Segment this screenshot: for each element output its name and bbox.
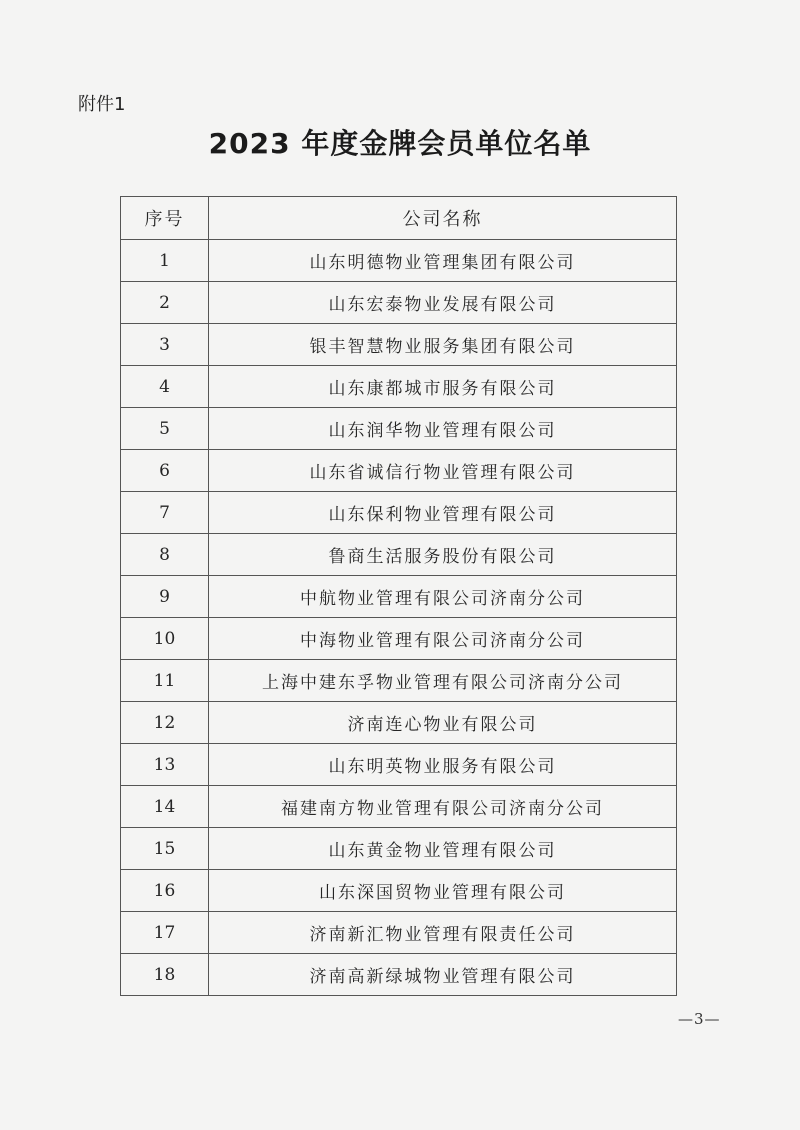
row-company-name: 济南连心物业有限公司 [209, 702, 677, 744]
column-header-seq: 序号 [121, 197, 209, 240]
row-company-name: 山东深国贸物业管理有限公司 [209, 870, 677, 912]
row-company-name: 鲁商生活服务股份有限公司 [209, 534, 677, 576]
row-company-name: 福建南方物业管理有限公司济南分公司 [209, 786, 677, 828]
table-row [121, 534, 677, 576]
table-row [121, 828, 677, 870]
table-row [121, 450, 677, 492]
table-row [121, 282, 677, 324]
row-company-name: 银丰智慧物业服务集团有限公司 [209, 324, 677, 366]
row-seq: 9 [121, 576, 209, 618]
row-seq: 11 [121, 660, 209, 702]
row-company-name: 山东保利物业管理有限公司 [209, 492, 677, 534]
column-header-company: 公司名称 [209, 197, 677, 240]
table-row [121, 954, 677, 996]
row-seq: 10 [121, 618, 209, 660]
row-seq: 8 [121, 534, 209, 576]
table-row [121, 870, 677, 912]
table-row [121, 240, 677, 282]
row-company-name: 山东明德物业管理集团有限公司 [209, 240, 677, 282]
row-seq: 15 [121, 828, 209, 870]
table-row [121, 786, 677, 828]
table-row [121, 492, 677, 534]
row-company-name: 上海中建东孚物业管理有限公司济南分公司 [209, 660, 677, 702]
table-row [121, 576, 677, 618]
page-number: —3— [678, 1010, 721, 1028]
page-title: 2023 年度金牌会员单位名单 [208, 127, 592, 160]
row-company-name: 济南高新绿城物业管理有限公司 [209, 954, 677, 996]
row-company-name: 山东宏泰物业发展有限公司 [209, 282, 677, 324]
table-row [121, 744, 677, 786]
row-company-name: 山东黄金物业管理有限公司 [209, 828, 677, 870]
row-seq: 4 [121, 366, 209, 408]
row-seq: 2 [121, 282, 209, 324]
member-table [120, 196, 677, 996]
table-header-row [121, 197, 677, 240]
table-row [121, 366, 677, 408]
row-company-name: 山东康都城市服务有限公司 [209, 366, 677, 408]
row-seq: 13 [121, 744, 209, 786]
table-row [121, 912, 677, 954]
row-seq: 17 [121, 912, 209, 954]
row-company-name: 山东润华物业管理有限公司 [209, 408, 677, 450]
table-row [121, 618, 677, 660]
row-seq: 7 [121, 492, 209, 534]
row-seq: 18 [121, 954, 209, 996]
row-company-name: 济南新汇物业管理有限责任公司 [209, 912, 677, 954]
row-seq: 3 [121, 324, 209, 366]
row-seq: 5 [121, 408, 209, 450]
row-company-name: 中航物业管理有限公司济南分公司 [209, 576, 677, 618]
table-row [121, 660, 677, 702]
row-seq: 12 [121, 702, 209, 744]
row-company-name: 山东省诚信行物业管理有限公司 [209, 450, 677, 492]
table-row [121, 324, 677, 366]
row-seq: 6 [121, 450, 209, 492]
row-company-name: 山东明英物业服务有限公司 [209, 744, 677, 786]
row-seq: 1 [121, 240, 209, 282]
table-row [121, 408, 677, 450]
attachment-label: 附件1 [78, 94, 126, 115]
table-row [121, 702, 677, 744]
row-seq: 16 [121, 870, 209, 912]
row-seq: 14 [121, 786, 209, 828]
row-company-name: 中海物业管理有限公司济南分公司 [209, 618, 677, 660]
